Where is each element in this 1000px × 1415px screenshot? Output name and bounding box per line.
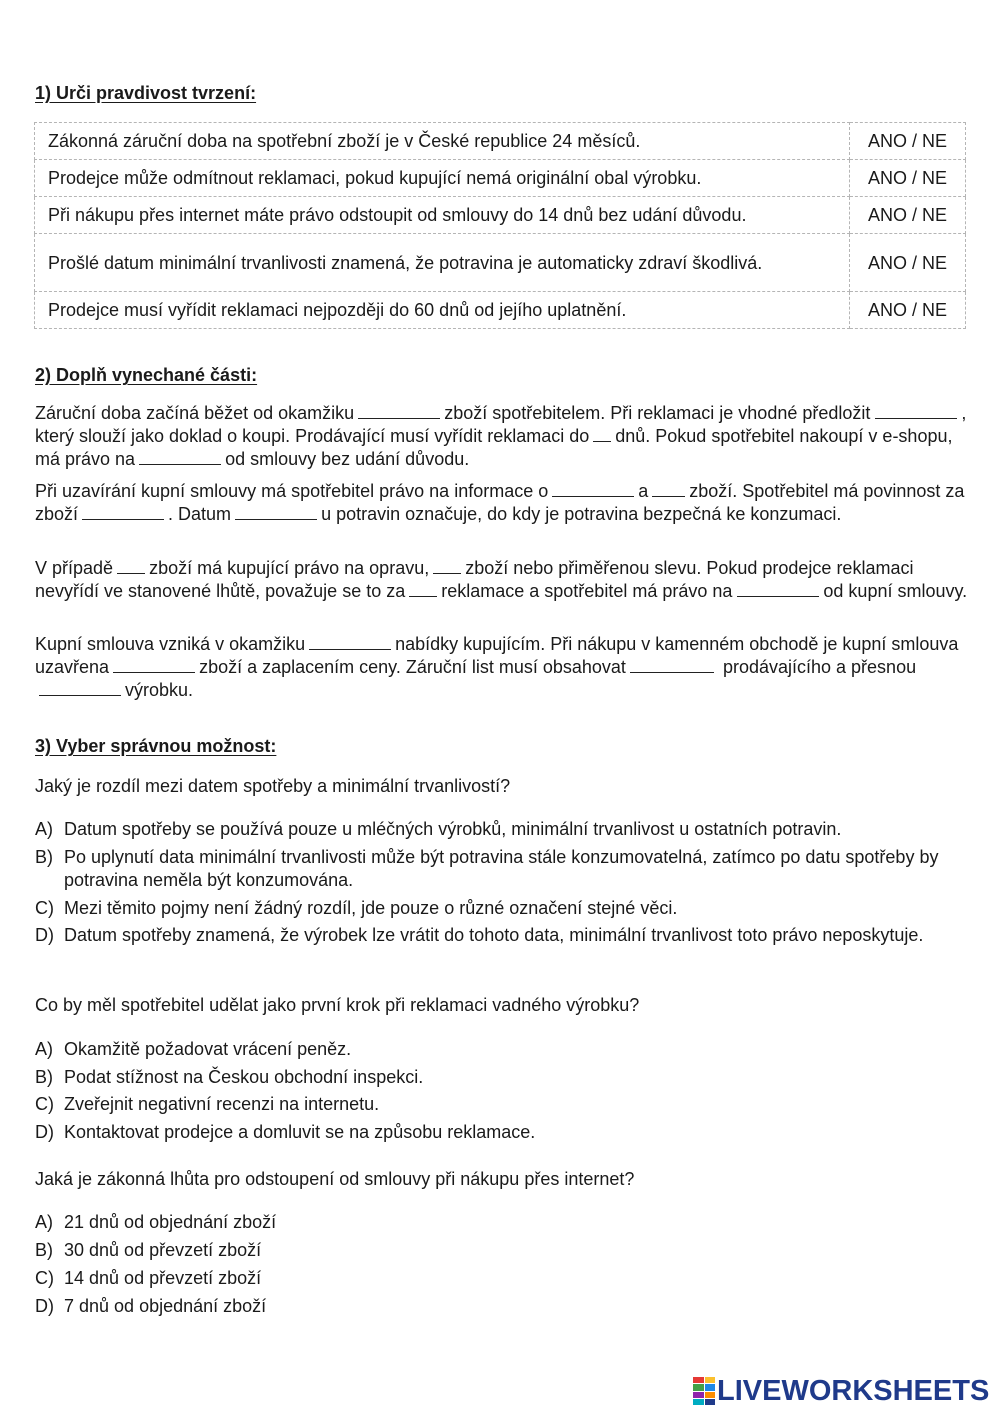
option-text: 21 dnů od objednání zboží [64, 1212, 277, 1232]
option-item[interactable] [35, 924, 970, 947]
option-label: B) [35, 847, 53, 867]
fill-paragraph-4 [35, 633, 970, 702]
statement-cell: Prodejce musí vyřídit reklamaci nejpozději do 60 dnů od jejího uplatnění. [35, 292, 850, 329]
blank-field[interactable] [409, 581, 437, 597]
option-item[interactable] [35, 1038, 970, 1061]
table-row [35, 160, 966, 197]
option-text: Datum spotřeby znamená, že výrobek lze vrátit do tohoto data, minimální trvanlivost toto právo neposkytuje. [64, 925, 924, 945]
blank-field[interactable] [309, 634, 391, 650]
blank-field[interactable] [235, 504, 317, 520]
table-row [35, 292, 966, 329]
true-false-table [34, 122, 966, 329]
paragraph-text: Při uzavírání kupní smlouvy má spotřebitel právo na informace o [35, 481, 549, 501]
option-text: Po uplynutí data minimální trvanlivosti může být potravina stále konzumovatelná, zatímco po datu spotřeby by potravina neměla být konzumována. [64, 847, 939, 890]
logo-block [705, 1392, 716, 1398]
paragraph-text: zboží má kupující právo na opravu, [149, 558, 430, 578]
logo-block [705, 1399, 716, 1405]
paragraph-text: zboží nebo přiměřenou slevu. Pokud prodejce reklamaci nevyřídí ve stanovené lhůtě, považuje se to za [35, 558, 914, 601]
paragraph-text: , který slouží jako doklad o koupi. Prodávající musí vyřídit reklamaci do [35, 403, 967, 446]
option-text: Zveřejnit negativní recenzi na internetu. [64, 1094, 380, 1114]
logo-text: LIVEWORKSHEETS [717, 1374, 990, 1407]
paragraph-text: Záruční doba začíná běžet od okamžiku [35, 403, 355, 423]
option-item[interactable] [35, 1267, 970, 1290]
answer-choice[interactable]: ANO / NE [850, 160, 966, 197]
blank-field[interactable] [737, 581, 819, 597]
option-text: 30 dnů od převzetí zboží [64, 1240, 262, 1260]
paragraph-text: nabídky kupujícím. Při nákupu v kamenném obchodě je kupní smlouva uzavřena [35, 634, 959, 677]
option-label: C) [35, 898, 54, 918]
statement-cell: Zákonná záruční doba na spotřební zboží je v České republice 24 měsíců. [35, 123, 850, 160]
paragraph-text: od smlouvy bez udání důvodu. [225, 449, 470, 469]
blank-field[interactable] [358, 403, 440, 419]
question-text: Jaká je zákonná lhůta pro odstoupení od smlouvy při nákupu přes internet? [35, 1169, 635, 1189]
paragraph-text: V případě [35, 558, 114, 578]
option-item[interactable] [35, 1295, 970, 1318]
question-text: Co by měl spotřebitel udělat jako první krok při reklamaci vadného výrobku? [35, 995, 640, 1015]
logo-block [705, 1377, 716, 1383]
blank-field[interactable] [593, 426, 611, 442]
answer-choice[interactable]: ANO / NE [850, 234, 966, 292]
paragraph-text: od kupní smlouvy. [823, 581, 968, 601]
paragraph-text: zboží spotřebitelem. Při reklamaci je vhodné předložit [444, 403, 871, 423]
logo-block [693, 1377, 704, 1383]
option-item[interactable] [35, 1093, 970, 1116]
option-text: Kontaktovat prodejce a domluvit se na způsobu reklamace. [64, 1122, 536, 1142]
paragraph-text: a [638, 481, 649, 501]
blank-field[interactable] [630, 657, 714, 673]
question-text: Jaký je rozdíl mezi datem spotřeby a minimální trvanlivostí? [35, 776, 511, 796]
blank-field[interactable] [117, 558, 145, 574]
answer-choice[interactable]: ANO / NE [850, 123, 966, 160]
paragraph-text: u potravin označuje, do kdy je potravina bezpečná ke konzumaci. [321, 504, 842, 524]
option-text: Mezi těmito pojmy není žádný rozdíl, jde pouze o různé označení stejné věci. [64, 898, 678, 918]
answer-choice[interactable]: ANO / NE [850, 292, 966, 329]
option-item[interactable] [35, 818, 970, 841]
option-label: D) [35, 1122, 54, 1142]
blank-field[interactable] [39, 680, 121, 696]
option-item[interactable] [35, 1121, 970, 1144]
logo-blocks-icon [693, 1377, 715, 1405]
section2-heading: 2) Doplň vynechané části: [35, 365, 258, 385]
fill-paragraph-3 [35, 557, 970, 603]
blank-field[interactable] [552, 481, 634, 497]
table-row [35, 123, 966, 160]
statement-cell: Prošlé datum minimální trvanlivosti znamená, že potravina je automaticky zdraví škodlivá. [35, 234, 850, 292]
option-text: Datum spotřeby se používá pouze u mléčných výrobků, minimální trvanlivost u ostatních potravin. [64, 819, 842, 839]
table-row [35, 197, 966, 234]
paragraph-text: zboží. Spotřebitel má povinnost za zboží [35, 481, 965, 524]
option-text: 14 dnů od převzetí zboží [64, 1268, 262, 1288]
statement-cell: Při nákupu přes internet máte právo odstoupit od smlouvy do 14 dnů bez udání důvodu. [35, 197, 850, 234]
answer-choice[interactable]: ANO / NE [850, 197, 966, 234]
blank-field[interactable] [433, 558, 461, 574]
paragraph-text: reklamace a spotřebitel má právo na [441, 581, 733, 601]
option-label: D) [35, 1296, 54, 1316]
liveworksheets-logo [693, 1376, 989, 1406]
blank-field[interactable] [113, 657, 195, 673]
option-item[interactable] [35, 1066, 970, 1089]
option-label: A) [35, 1212, 53, 1232]
option-label: C) [35, 1094, 54, 1114]
option-label: D) [35, 925, 54, 945]
option-label: B) [35, 1240, 53, 1260]
blank-field[interactable] [139, 449, 221, 465]
paragraph-text: Kupní smlouva vzniká v okamžiku [35, 634, 306, 654]
logo-block [693, 1399, 704, 1405]
table-row [35, 234, 966, 292]
blank-field[interactable] [82, 504, 164, 520]
option-item[interactable] [35, 846, 970, 892]
logo-block [705, 1384, 716, 1390]
option-item[interactable] [35, 1239, 970, 1262]
option-text: 7 dnů od objednání zboží [64, 1296, 267, 1316]
option-label: C) [35, 1268, 54, 1288]
fill-paragraph-1 [35, 402, 970, 471]
option-item[interactable] [35, 897, 970, 920]
statement-cell: Prodejce může odmítnout reklamaci, pokud kupující nemá originální obal výrobku. [35, 160, 850, 197]
option-item[interactable] [35, 1211, 970, 1234]
paragraph-text: dnů. Pokud spotřebitel nakoupí v e-shopu, má právo na [35, 426, 953, 469]
paragraph-text: prodávajícího a přesnou [722, 657, 917, 677]
paragraph-text: zboží a zaplacením ceny. Záruční list musí obsahovat [199, 657, 626, 677]
blank-field[interactable] [875, 403, 957, 419]
section3-heading: 3) Vyber správnou možnost: [35, 736, 277, 756]
option-text: Okamžitě požadovat vrácení peněz. [64, 1039, 352, 1059]
paragraph-text: . Datum [168, 504, 232, 524]
fill-paragraph-2 [35, 480, 970, 526]
blank-field[interactable] [652, 481, 685, 497]
option-label: A) [35, 1039, 53, 1059]
logo-block [693, 1392, 704, 1398]
option-label: A) [35, 819, 53, 839]
paragraph-text: výrobku. [125, 680, 194, 700]
option-label: B) [35, 1067, 53, 1087]
section1-heading: 1) Urči pravdivost tvrzení: [35, 83, 257, 103]
logo-block [693, 1384, 704, 1390]
option-text: Podat stížnost na Českou obchodní inspekci. [64, 1067, 424, 1087]
